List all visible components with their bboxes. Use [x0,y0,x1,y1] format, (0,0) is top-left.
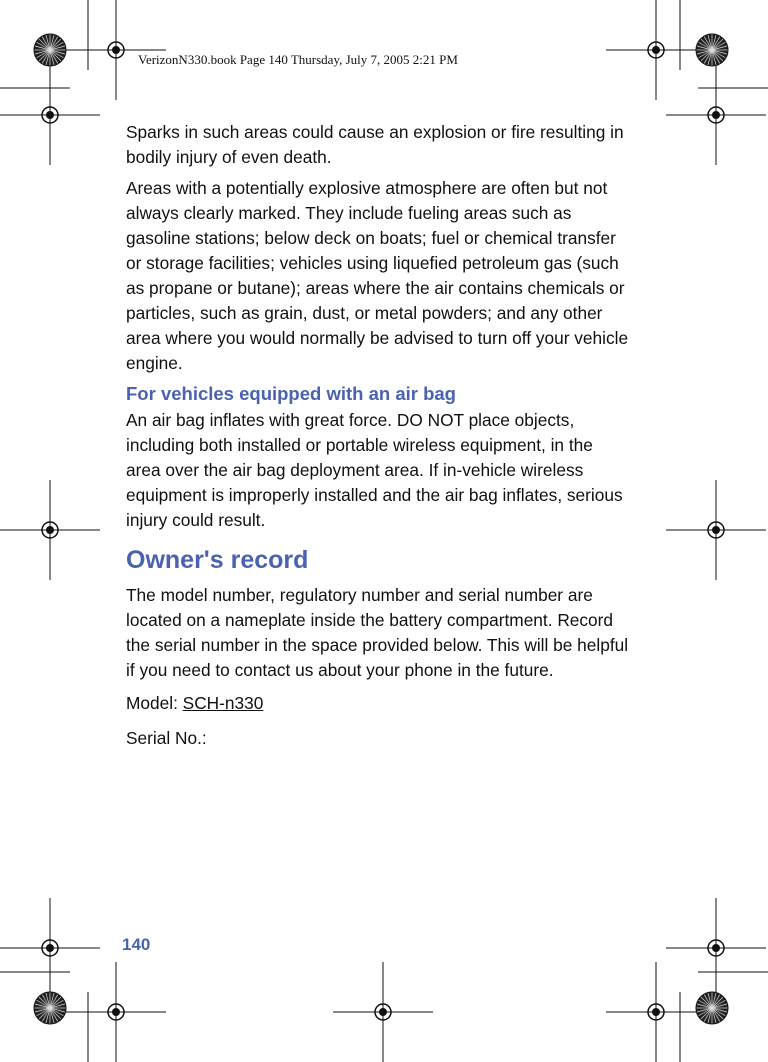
registration-dot [712,944,720,952]
paragraph: The model number, regulatory number and serial number are located on a nameplate inside the battery compartment. Record the serial number in the space provided below. This will be helpful if you need to contact us about your phone in the future. [126,585,629,680]
airbag-heading: For vehicles equipped with an air bag [126,383,456,404]
serial-field [126,726,632,751]
paragraph: Areas with a potentially explosive atmosphere are often but not always clearly marked. They include fueling areas such as gasoline stations; below deck on boats; fuel or chemical transfer or storage facilities; vehicles using liquefied petroleum gas (such as propane or butane); areas where the air contains chemicals or particles, such as grain, dust, or metal powders; and any other area where you would normally be advised to turn off your vehicle engine. [126,178,629,373]
registration-dot [112,1008,120,1016]
model-field [126,691,632,716]
print-banner: VerizonN330.book Page 140 Thursday, July 7, 2005 2:21 PM [138,52,458,67]
paragraph: An air bag inflates with great force. DO NOT place objects, including both installed or portable wireless equipment, in the area over the air bag deployment area. If in-vehicle wireless equipment is improperly installed and the air bag inflates, serious injury could result. [126,410,623,530]
serial-label: Serial No.: [126,728,207,748]
registration-dot [46,526,54,534]
owners-record-heading: Owner's record [126,546,309,574]
paragraph: Sparks in such areas could cause an explosion or fire resulting in bodily injury of even death. [126,122,624,167]
registration-dot [112,46,120,54]
page-number: 140 [122,935,151,954]
registration-dot [46,111,54,119]
model-value: SCH-n330 [182,693,264,713]
registration-dot [379,1008,387,1016]
registration-dot [712,526,720,534]
model-label: Model: [126,693,183,713]
page-content [126,120,632,761]
registration-dot [712,111,720,119]
registration-dot [652,1008,660,1016]
registration-dot [46,944,54,952]
registration-dot [652,46,660,54]
